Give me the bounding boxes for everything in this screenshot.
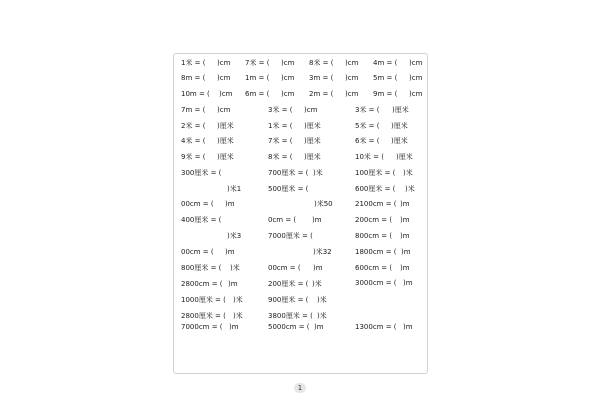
worksheet-row — [174, 312, 427, 320]
exercise-prompt: 2100cm = ( — [355, 200, 397, 208]
exercise-prompt: 3米 = ( — [355, 106, 380, 114]
exercise-unit: )米 — [313, 169, 323, 177]
exercise-prompt: 100厘米 = ( — [355, 169, 396, 177]
exercise-unit: )厘米 — [391, 137, 408, 145]
exercise-prompt: 3800厘米 = ( — [268, 312, 313, 320]
worksheet-row — [174, 264, 427, 272]
exercise-unit: )cm — [345, 59, 359, 67]
exercise-unit: )cm — [281, 90, 295, 98]
exercise-prompt: 600厘米 = ( — [355, 185, 396, 193]
exercise-unit: )厘米 — [217, 153, 234, 161]
exercise-prompt: 200cm = ( — [355, 216, 393, 224]
exercise-unit: )米 — [233, 312, 243, 320]
exercise-prompt: 1米 = ( — [181, 59, 206, 67]
exercise-prompt: 2800cm = ( — [181, 280, 223, 288]
exercise-unit: )米 — [233, 296, 243, 304]
exercise-prompt: 800cm = ( — [355, 232, 393, 240]
worksheet-row — [174, 323, 427, 331]
exercise-unit: )cm — [217, 106, 231, 114]
exercise-unit: )米 — [317, 296, 327, 304]
exercise-prompt: 1m = ( — [245, 74, 270, 82]
exercise-prompt: 4米 = ( — [181, 137, 206, 145]
exercise-prompt: 1300cm = ( — [355, 323, 397, 331]
exercise-unit: )m — [228, 280, 238, 288]
worksheet-row — [174, 232, 427, 240]
exercise-fragment: )米32 — [313, 248, 332, 256]
exercise-prompt: 7m = ( — [181, 106, 206, 114]
exercise-prompt: 2米 = ( — [181, 122, 206, 130]
exercise-prompt: 800厘米 = ( — [181, 264, 222, 272]
worksheet-row — [174, 185, 427, 193]
exercise-prompt: 00cm = ( — [268, 264, 301, 272]
exercise-prompt: 4m = ( — [373, 59, 398, 67]
exercise-unit: )cm — [345, 90, 359, 98]
exercise-prompt: 7000厘米 = ( — [268, 232, 313, 240]
exercise-prompt: 9米 = ( — [181, 153, 206, 161]
exercise-prompt: 3m = ( — [309, 74, 334, 82]
exercise-unit: )cm — [409, 90, 423, 98]
exercise-unit: )m — [312, 216, 322, 224]
exercise-unit: )cm — [304, 106, 318, 114]
worksheet-row — [174, 248, 427, 256]
exercise-prompt: 2800厘米 = ( — [181, 312, 226, 320]
worksheet-row — [174, 74, 427, 82]
exercise-prompt: 1800cm = ( — [355, 248, 397, 256]
worksheet-row — [174, 90, 427, 98]
exercise-prompt: 900厘米 = ( — [268, 296, 309, 304]
exercise-fragment: )米50 — [314, 200, 333, 208]
exercise-prompt: 400厘米 = ( — [181, 216, 222, 224]
worksheet-row — [174, 122, 427, 130]
exercise-unit: )米 — [405, 185, 415, 193]
exercise-unit: )m — [403, 279, 413, 287]
exercise-prompt: 3000cm = ( — [355, 279, 397, 287]
exercise-prompt: 00cm = ( — [181, 248, 214, 256]
exercise-unit: )m — [401, 248, 411, 256]
worksheet-row — [174, 296, 427, 304]
exercise-unit: )cm — [217, 74, 231, 82]
exercise-unit: )m — [313, 264, 323, 272]
exercise-unit: )cm — [345, 74, 359, 82]
exercise-unit: )cm — [281, 74, 295, 82]
exercise-unit: )m — [225, 200, 235, 208]
exercise-unit: )cm — [219, 90, 233, 98]
exercise-prompt: 3米 = ( — [268, 106, 293, 114]
exercise-unit: )m — [400, 264, 410, 272]
exercise-prompt: 5米 = ( — [355, 122, 380, 130]
exercise-unit: )m — [225, 248, 235, 256]
exercise-unit: )厘米 — [217, 137, 234, 145]
exercise-unit: )m — [400, 200, 410, 208]
exercise-prompt: 8米 = ( — [268, 153, 293, 161]
exercise-unit: )厘米 — [217, 122, 234, 130]
exercise-unit: )m — [403, 323, 413, 331]
exercise-unit: )米 — [312, 280, 322, 288]
exercise-unit: )cm — [409, 59, 423, 67]
page-number-indicator: 1 — [294, 383, 306, 393]
worksheet-row — [174, 280, 427, 288]
exercise-unit: )米 — [403, 169, 413, 177]
exercise-unit: )m — [400, 216, 410, 224]
worksheet-row — [174, 200, 427, 208]
exercise-prompt: 6m = ( — [245, 90, 270, 98]
exercise-prompt: 7000cm = ( — [181, 323, 223, 331]
worksheet-row — [174, 153, 427, 161]
exercise-unit: )cm — [281, 59, 295, 67]
worksheet-row — [174, 169, 427, 177]
exercise-prompt: 0cm = ( — [268, 216, 297, 224]
exercise-prompt: 7米 = ( — [245, 59, 270, 67]
exercise-fragment: )米1 — [227, 185, 242, 193]
worksheet-row — [174, 137, 427, 145]
exercise-prompt: 2m = ( — [309, 90, 334, 98]
exercise-prompt: 300厘米 = ( — [181, 169, 222, 177]
exercise-unit: )m — [229, 323, 239, 331]
exercise-unit: )米 — [230, 264, 240, 272]
exercise-unit: )厘米 — [396, 153, 413, 161]
document-page — [173, 53, 428, 374]
worksheet-row — [174, 59, 427, 67]
exercise-unit: )厘米 — [392, 106, 409, 114]
exercise-prompt: 6米 = ( — [355, 137, 380, 145]
exercise-unit: )m — [314, 323, 324, 331]
exercise-prompt: 10米 = ( — [355, 153, 384, 161]
exercise-prompt: 8m = ( — [181, 74, 206, 82]
exercise-fragment: )米3 — [227, 232, 242, 240]
exercise-prompt: 00cm = ( — [181, 200, 214, 208]
exercise-prompt: 7米 = ( — [268, 137, 293, 145]
exercise-prompt: 8米 = ( — [309, 59, 334, 67]
exercise-unit: )厘米 — [304, 153, 321, 161]
exercise-prompt: 500厘米 = ( — [268, 185, 309, 193]
exercise-unit: )厘米 — [304, 122, 321, 130]
exercise-prompt: 5000cm = ( — [268, 323, 310, 331]
exercise-unit: )厘米 — [391, 122, 408, 130]
exercise-prompt: 1米 = ( — [268, 122, 293, 130]
exercise-unit: )米 — [317, 312, 327, 320]
exercise-unit: )cm — [409, 74, 423, 82]
exercise-prompt: 9m = ( — [373, 90, 398, 98]
exercise-prompt: 10m = ( — [181, 90, 210, 98]
exercise-unit: )cm — [217, 59, 231, 67]
exercise-prompt: 700厘米 = ( — [268, 169, 309, 177]
exercise-prompt: 5m = ( — [373, 74, 398, 82]
exercise-prompt: 200厘米 = ( — [268, 280, 309, 288]
exercise-unit: )厘米 — [304, 137, 321, 145]
exercise-unit: )m — [400, 232, 410, 240]
exercise-prompt: 1000厘米 = ( — [181, 296, 226, 304]
exercise-prompt: 600cm = ( — [355, 264, 393, 272]
worksheet-row — [174, 216, 427, 224]
worksheet-row — [174, 106, 427, 114]
